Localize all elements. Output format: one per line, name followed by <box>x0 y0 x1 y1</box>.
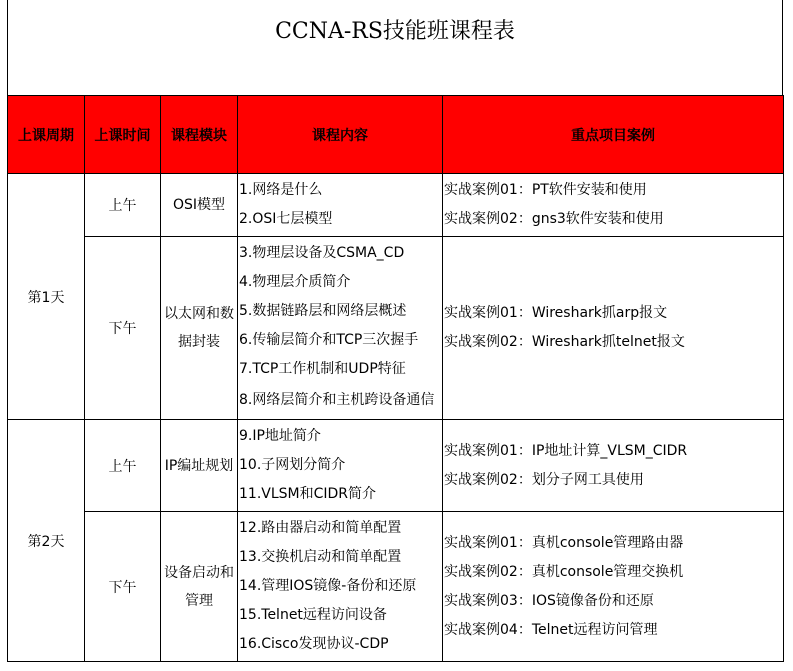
session-module: OSI模型 <box>161 174 238 237</box>
schedule-table <box>7 95 784 662</box>
session-module: 设备启动和管理 <box>161 512 238 662</box>
content-item: 10.子网划分简介 <box>239 457 346 473</box>
session-content <box>238 420 443 512</box>
case-item: 实战案例01：Wireshark抓arp报文 <box>444 305 668 321</box>
table-row <box>8 420 784 512</box>
session-time: 下午 <box>85 237 161 420</box>
session-time: 上午 <box>85 420 161 512</box>
header-row <box>8 96 784 174</box>
session-time: 上午 <box>85 174 161 237</box>
title-box <box>7 0 783 95</box>
table-row <box>8 174 784 237</box>
case-item: 实战案例01：真机console管理路由器 <box>444 534 684 551</box>
case-item: 实战案例02：gns3软件安装和使用 <box>444 211 664 227</box>
case-item: 实战案例04：Telnet远程访问管理 <box>444 621 658 638</box>
case-item: 实战案例02：真机console管理交换机 <box>444 563 684 580</box>
content-item: 13.交换机启动和简单配置 <box>239 549 402 565</box>
session-time: 下午 <box>85 512 161 662</box>
content-item: 4.物理层介质简介 <box>239 274 351 290</box>
content-item: 9.IP地址简介 <box>239 428 321 444</box>
session-cases <box>443 174 784 237</box>
session-content <box>238 237 443 420</box>
content-item: 16.Cisco发现协议-CDP <box>239 636 389 652</box>
content-item: 5.数据链路层和网络层概述 <box>239 303 407 319</box>
case-item: 实战案例02：Wireshark抓telnet报文 <box>444 334 685 350</box>
content-item: 11.VLSM和CIDR简介 <box>239 486 377 502</box>
header-content: 课程内容 <box>238 96 443 174</box>
content-item: 3.物理层设备及CSMA_CD <box>239 245 405 261</box>
session-module: IP编址规划 <box>161 420 238 512</box>
case-item: 实战案例02：划分子网工具使用 <box>444 471 644 488</box>
session-content <box>238 512 443 662</box>
case-item: 实战案例01：PT软件安装和使用 <box>444 182 647 198</box>
table-row <box>8 512 784 662</box>
content-item: 14.管理IOS镜像-备份和还原 <box>239 578 417 594</box>
content-item: 15.Telnet远程访问设备 <box>239 607 387 623</box>
day-label: 第2天 <box>8 420 85 662</box>
content-item: 7.TCP工作机制和UDP特征 <box>239 361 406 377</box>
header-module: 课程模块 <box>161 96 238 174</box>
header-time: 上课时间 <box>85 96 161 174</box>
content-item: 12.路由器启动和简单配置 <box>239 520 402 536</box>
table-row <box>8 237 784 420</box>
page-title: CCNA-RS技能班课程表 <box>275 19 515 44</box>
header-cases: 重点项目案例 <box>443 96 784 174</box>
content-item: 6.传输层简介和TCP三次握手 <box>239 332 419 348</box>
content-item: 8.网络层简介和主机跨设备通信 <box>239 392 435 408</box>
session-content <box>238 174 443 237</box>
day-label: 第1天 <box>8 174 85 420</box>
session-cases <box>443 237 784 420</box>
session-cases <box>443 512 784 662</box>
session-module: 以太网和数据封装 <box>161 237 238 420</box>
session-cases <box>443 420 784 512</box>
content-item: 1.网络是什么 <box>239 182 323 198</box>
content-item: 2.OSI七层模型 <box>239 211 333 227</box>
header-week: 上课周期 <box>8 96 85 174</box>
case-item: 实战案例03：IOS镜像备份和还原 <box>444 592 654 609</box>
case-item: 实战案例01：IP地址计算_VLSM_CIDR <box>444 442 688 459</box>
